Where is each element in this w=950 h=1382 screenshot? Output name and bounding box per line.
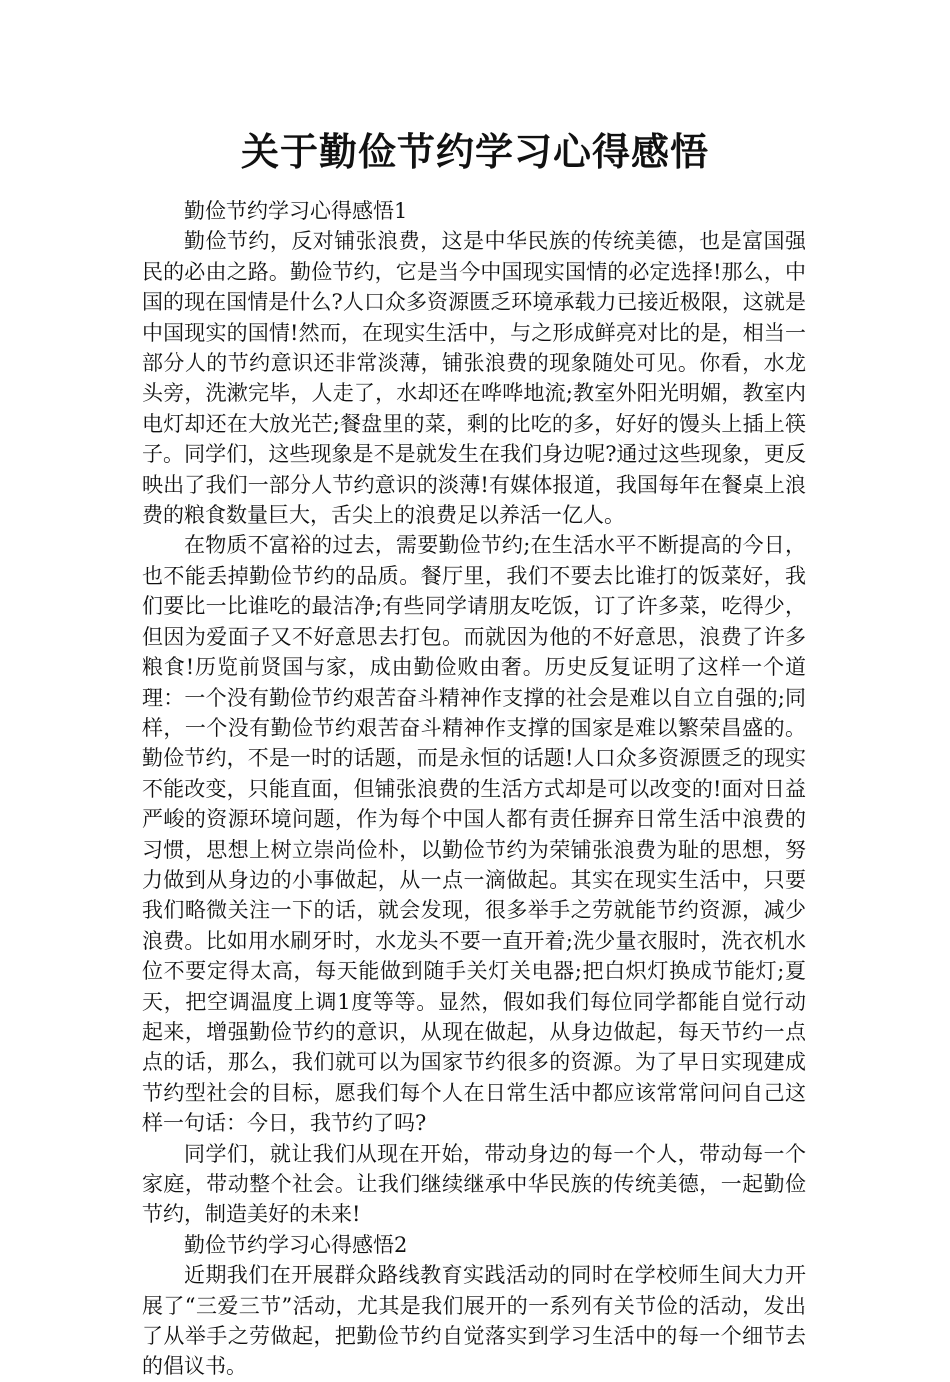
paragraph: 在物质不富裕的过去，需要勤俭节约;在生活水平不断提高的今日，也不能丢掉勤俭节约的品质。餐厅里，我们不要去比谁打的饭菜好，我们要比一比谁吃的最洁净;有些同学请朋友吃饭，订了许多菜，吃得少，但因为爱面子又不好意思去打包。而就因为他的不好意思，浪费了许多粮食!历览前贤国与家，成由勤俭败由奢。历史反复证明了这样一个道理：一个没有勤俭节约艰苦奋斗精神作支撑的社会是难以自立自强的;同样，一个没有勤俭节约艰苦奋斗精神作支撑的国家是难以繁荣昌盛的。勤俭节约，不是一时的话题，而是永恒的话题!人口众多资源匮乏的现实不能改变，只能直面，但铺张浪费的生活方式却是可以改变的!面对日益严峻的资源环境问题，作为每个中国人都有责任摒弃日常生活中浪费的习惯，思想上树立崇尚俭朴，以勤俭节约为荣铺张浪费为耻的思想，努力做到从身边的小事做起，从一点一滴做起。其实在现实生活中，只要我们略微关注一下的话，就会发现，很多举手之劳就能节约资源，减少浪费。比如用水刷牙时，水龙头不要一直开着;洗少量衣服时，洗衣机水位不要定得太高，每天能做到随手关灯关电器;把白炽灯换成节能灯;夏天，把空调温度上调1度等等。显然，假如我们每位同学都能自觉行动起来，增强勤俭节约的意识，从现在做起，从身边做起，每天节约一点点的话，那么，我们就可以为国家节约很多的资源。为了早日实现建成节约型社会的目标，愿我们每个人在日常生活中都应该常常问问自己这样一句话：今日，我节约了吗? bbox=[142, 533, 806, 1136]
document-title: 关于勤俭节约学习心得感悟 bbox=[240, 130, 709, 174]
paragraph: 近期我们在开展群众路线教育实践活动的同时在学校师生间大力开展了“三爱三节”活动，尤其是我们展开的一系列有关节俭的活动，发出了从举手之劳做起，把勤俭节约自觉落实到学习生活中的每一个细节去的倡议书。 bbox=[142, 1263, 806, 1379]
section-heading: 勤俭节约学习心得感悟1 bbox=[184, 199, 408, 223]
paragraph: 同学们，就让我们从现在开始，带动身边的每一个人，带动每一个家庭，带动整个社会。让我们继续继承中华民族的传统美德，一起勤俭节约，制造美好的未来! bbox=[142, 1141, 806, 1227]
section-heading: 勤俭节约学习心得感悟2 bbox=[184, 1232, 408, 1257]
paragraph: 勤俭节约，反对铺张浪费，这是中华民族的传统美德，也是富国强民的必由之路。勤俭节约，它是当今中国现实国情的必定选择!那么，中国的现在国情是什么?人口众多资源匮乏环境承载力已接近极限，这就是中国现实的国情!然而，在现实生活中，与之形成鲜亮对比的是，相当一部分人的节约意识还非常淡薄，铺张浪费的现象随处可见。你看，水龙头旁，洗漱完毕，人走了，水却还在哗哗地流;教室外阳光明媚，教室内电灯却还在大放光芒;餐盘里的菜，剩的比吃的多，好好的馒头上插上筷子。同学们，这些现象是不是就发生在我们身边呢?通过这些现象，更反映出了我们一部分人节约意识的淡薄!有媒体报道，我国每年在餐桌上浪费的粮食数量巨大，舌尖上的浪费足以养活一亿人。 bbox=[142, 229, 806, 528]
document-body bbox=[142, 196, 806, 1382]
